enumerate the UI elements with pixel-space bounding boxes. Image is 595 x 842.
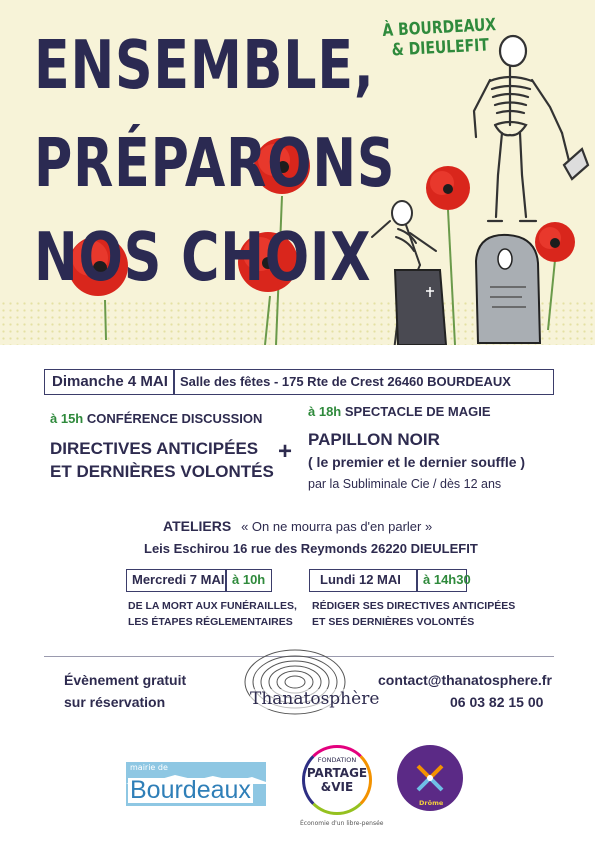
thanatosphere-name: Thanatosphère — [250, 689, 380, 709]
location-line-2: & DIEULEFIT — [391, 35, 490, 61]
session2-day: Lundi 12 MAI — [320, 572, 401, 587]
fondation-tagline: Économie d'un libre-pensée — [300, 820, 384, 827]
session1-desc-2: LES ÉTAPES RÉGLEMENTAIRES — [128, 616, 293, 628]
location-subtitle — [382, 16, 498, 61]
mairie-label: mairie de — [130, 763, 168, 772]
conference-type: CONFÉRENCE DISCUSSION — [86, 411, 263, 426]
plus-sign: + — [278, 438, 293, 465]
session1-desc-1: DE LA MORT AUX FUNÉRAILLES, — [128, 600, 297, 612]
conference-time: à 15h — [50, 411, 84, 426]
session2-desc-2: ET SES DERNIÈRES VOLONTÉS — [312, 616, 475, 628]
location-line-1: À BOURDEAUX — [381, 15, 497, 41]
show-company: par la Subliminale Cie / dès 12 ans — [308, 477, 502, 491]
drome-label: Drôme — [419, 799, 444, 807]
drome-department-logo — [397, 745, 463, 811]
fondation-partage-vie-logo — [302, 745, 372, 815]
fondation-label-3: &VIE — [320, 780, 354, 794]
conference-title-2: ET DERNIÈRES VOLONTÉS — [50, 462, 274, 481]
contact-email[interactable]: contact@thanatosphere.fr — [378, 672, 552, 688]
conference-title-1: DIRECTIVES ANTICIPÉES — [50, 439, 259, 458]
show-title: PAPILLON NOIR — [308, 430, 440, 449]
ateliers-header — [163, 518, 432, 534]
date-sunday: Dimanche 4 MAI — [52, 373, 168, 390]
ateliers-label: ATELIERS — [163, 518, 232, 534]
free-event-line-2: sur réservation — [64, 694, 166, 710]
session1-time: à 10h — [232, 572, 266, 587]
fondation-label-1: FONDATION — [317, 756, 357, 764]
drome-emblem-icon — [410, 758, 450, 798]
venue-address: Salle des fêtes - 175 Rte de Crest 26460 BOURDEAUX — [180, 374, 511, 389]
show-subtitle: ( le premier et le dernier souffle ) — [308, 454, 526, 470]
fondation-label-2: PARTAGE — [306, 766, 368, 780]
conference-header — [50, 411, 262, 426]
title-line-1: ENSEMBLE, — [34, 26, 375, 104]
mairie-bourdeaux-logo — [126, 762, 266, 806]
contact-phone: 06 03 82 15 00 — [450, 694, 544, 710]
ateliers-address: Leis Eschirou 16 rue des Reymonds 26220 DIEULEFIT — [144, 541, 478, 556]
hero-banner — [0, 0, 595, 345]
title-line-2: PRÉPARONS — [34, 124, 396, 202]
session2-time: à 14h30 — [423, 572, 471, 587]
session1-day: Mercredi 7 MAI — [132, 572, 225, 587]
free-event-line-1: Évènement gratuit — [64, 672, 187, 688]
show-time: à 18h — [308, 404, 342, 419]
session2-desc-1: RÉDIGER SES DIRECTIVES ANTICIPÉES — [312, 600, 516, 612]
ateliers-quote: « On ne mourra pas d'en parler » — [241, 519, 433, 534]
title-line-3: NOS CHOIX — [34, 218, 372, 296]
show-type: SPECTACLE DE MAGIE — [344, 404, 491, 419]
bourdeaux-label: Bourdeaux — [130, 776, 251, 804]
show-header — [308, 404, 491, 419]
